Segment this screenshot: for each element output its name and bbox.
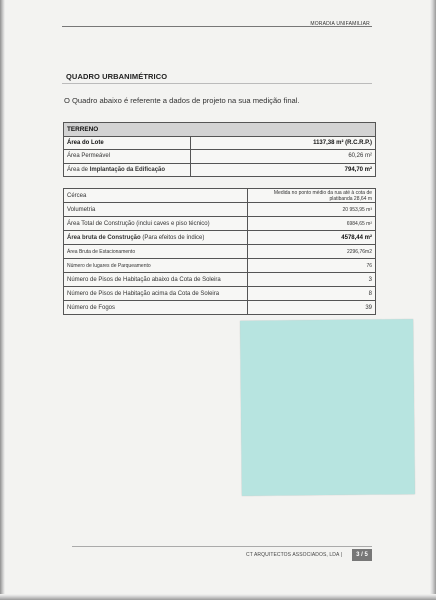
- row-label: Área Bruta de Estacionamento: [64, 245, 248, 259]
- row-value: 2296,76m2: [248, 245, 376, 259]
- table-row: [64, 245, 376, 259]
- row-label: Área do Lote: [64, 136, 191, 150]
- row-value: Medida no ponto médio da rua até à cota de platibanda 28,64 m: [248, 189, 376, 203]
- row-value: 8: [248, 287, 376, 301]
- row-label: [64, 231, 248, 245]
- row-value: 60,26 m²: [191, 150, 376, 164]
- sticky-note: [240, 319, 415, 496]
- row-value: 39: [248, 301, 376, 315]
- table-row: [64, 163, 376, 177]
- footer-rule: [72, 546, 372, 547]
- row-label: Número de Pisos de Habitação abaixo da Cota de Soleira: [64, 273, 248, 287]
- row-value: 4578,44 m²: [248, 231, 376, 245]
- row-label: Número de Fogos: [64, 301, 248, 315]
- row-value: 1137,38 m² (R.C.R.P.): [191, 136, 376, 150]
- row-label: Área Permeável: [64, 150, 191, 164]
- construction-table: [63, 188, 376, 315]
- section-rule: [62, 83, 372, 84]
- table-row: [64, 203, 376, 217]
- row-value: 20 953,95 m³: [248, 203, 376, 217]
- label-prefix: Área de: [67, 166, 90, 173]
- table-row: [64, 189, 376, 203]
- terreno-header: TERRENO: [64, 123, 376, 137]
- table-row: [64, 231, 376, 245]
- table-row: [64, 259, 376, 273]
- header-doc-type: MORADIA UNIFAMILIAR: [310, 21, 370, 27]
- scan-edge-left: [0, 0, 5, 600]
- row-label: [64, 163, 191, 177]
- scan-edge-bottom: [0, 594, 436, 600]
- table-row: [64, 217, 376, 231]
- row-value: 6984,65 m²: [248, 217, 376, 231]
- label-bold: Área bruta de Construção: [67, 234, 141, 241]
- terreno-table: [63, 122, 376, 177]
- row-value: 3: [248, 273, 376, 287]
- label-bold: Implantação da Edificação: [89, 166, 166, 173]
- table-row: [64, 273, 376, 287]
- section-title: QUADRO URBANIMÉTRICO: [66, 72, 168, 81]
- scan-edge-right: [430, 0, 436, 600]
- page-number-badge: 3 / 5: [352, 549, 372, 561]
- table-row: [64, 301, 376, 315]
- table-row: [64, 136, 376, 150]
- footer-company: CT ARQUITECTOS ASSOCIADOS, LDA |: [246, 552, 343, 558]
- table-row: [64, 287, 376, 301]
- row-label: Cércea: [64, 189, 248, 203]
- label-suffix: (Para efeitos de índice): [140, 234, 205, 241]
- row-value: 76: [248, 259, 376, 273]
- row-label: Número de lugares de Parqueamento: [64, 259, 248, 273]
- row-label: Volumetria: [64, 203, 248, 217]
- table-row: [64, 150, 376, 164]
- row-value: 794,70 m²: [191, 163, 376, 177]
- intro-text: O Quadro abaixo é referente a dados de projeto na sua medição final.: [64, 96, 300, 105]
- row-label: Área Total de Construção (inclui caves e piso técnico): [64, 217, 248, 231]
- row-label: Número de Pisos de Habitação acima da Cota de Soleira: [64, 287, 248, 301]
